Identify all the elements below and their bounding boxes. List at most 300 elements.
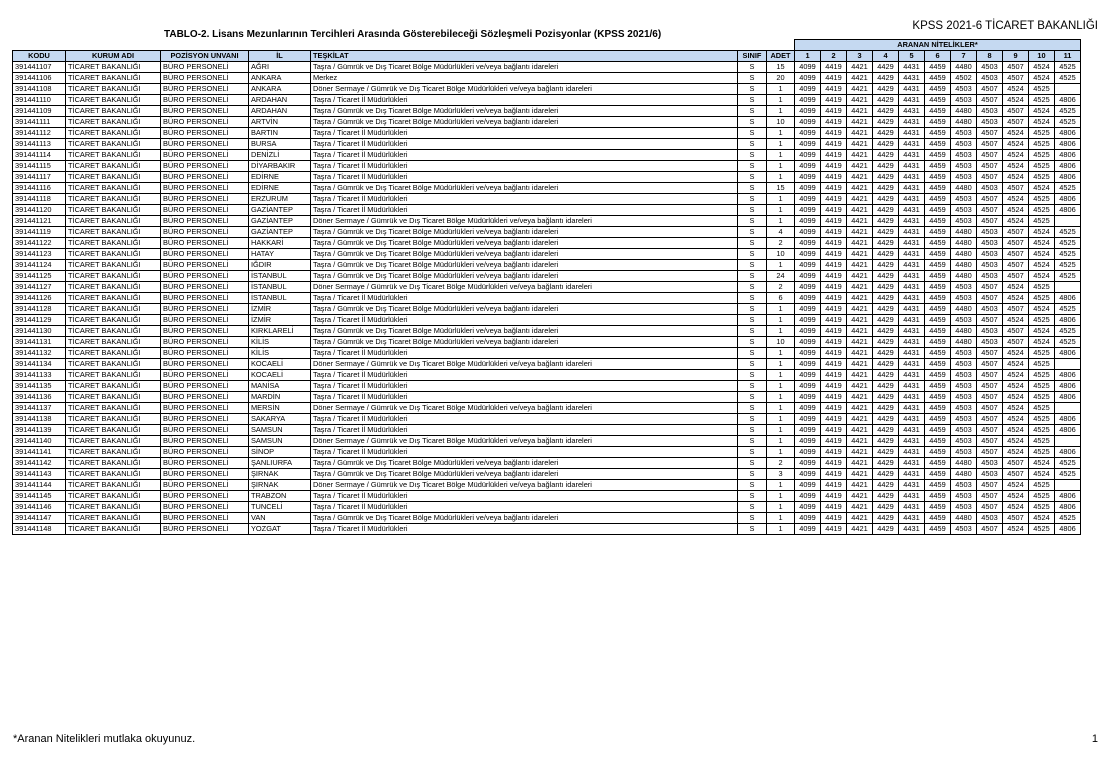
- nitelik-code-cell: 4806: [1055, 502, 1081, 513]
- adet-cell: 1: [767, 205, 795, 216]
- nitelik-code-cell: 4480: [951, 458, 977, 469]
- pozisyon-cell: BÜRO PERSONELİ: [161, 106, 249, 117]
- pozisyon-cell: BÜRO PERSONELİ: [161, 161, 249, 172]
- table-row: [13, 62, 1081, 73]
- kurum-cell: TİCARET BAKANLIĞI: [66, 205, 161, 216]
- nitelik-code-cell: 4524: [1029, 227, 1055, 238]
- table-row: [13, 304, 1081, 315]
- nitelik-code-cell: 4524: [1003, 502, 1029, 513]
- nitelik-code-cell: 4431: [899, 502, 925, 513]
- sinif-cell: S: [738, 106, 767, 117]
- adet-cell: 1: [767, 260, 795, 271]
- nitelik-code-cell: 4507: [1003, 106, 1029, 117]
- adet-cell: 4: [767, 227, 795, 238]
- pozisyon-cell: BÜRO PERSONELİ: [161, 403, 249, 414]
- nitelik-code-cell: 4431: [899, 260, 925, 271]
- nitelik-code-cell: 4431: [899, 348, 925, 359]
- sinif-cell: S: [738, 150, 767, 161]
- il-cell: ŞIRNAK: [249, 469, 311, 480]
- nitelik-code-cell: 4099: [795, 348, 821, 359]
- il-cell: SİNOP: [249, 447, 311, 458]
- il-cell: GAZİANTEP: [249, 227, 311, 238]
- column-header: 5: [899, 51, 925, 62]
- nitelik-code-cell: 4431: [899, 194, 925, 205]
- nitelik-code-cell: 4431: [899, 150, 925, 161]
- nitelik-code-cell: 4480: [951, 271, 977, 282]
- kurum-cell: TİCARET BAKANLIĞI: [66, 381, 161, 392]
- kurum-cell: TİCARET BAKANLIĞI: [66, 403, 161, 414]
- nitelik-code-cell: 4459: [925, 139, 951, 150]
- nitelik-code-cell: 4806: [1055, 293, 1081, 304]
- nitelik-code-cell: 4421: [847, 304, 873, 315]
- nitelik-code-cell: 4419: [821, 337, 847, 348]
- il-cell: İZMİR: [249, 315, 311, 326]
- nitelik-code-cell: 4421: [847, 194, 873, 205]
- nitelik-code-cell: 4421: [847, 458, 873, 469]
- nitelik-code-cell: 4503: [977, 73, 1003, 84]
- nitelik-code-cell: 4459: [925, 414, 951, 425]
- nitelik-code-cell: 4503: [951, 403, 977, 414]
- nitelik-code-cell: 4419: [821, 370, 847, 381]
- nitelik-code-cell: 4421: [847, 469, 873, 480]
- nitelik-code-cell: 4503: [951, 524, 977, 535]
- nitelik-code-cell: 4431: [899, 62, 925, 73]
- nitelik-code-cell: 4099: [795, 480, 821, 491]
- nitelik-code-cell: 4099: [795, 128, 821, 139]
- adet-cell: 2: [767, 458, 795, 469]
- nitelik-code-cell: 4429: [873, 62, 899, 73]
- pozisyon-cell: BÜRO PERSONELİ: [161, 249, 249, 260]
- kurum-cell: TİCARET BAKANLIĞI: [66, 282, 161, 293]
- nitelik-code-cell: 4525: [1029, 414, 1055, 425]
- nitelik-code-cell: 4099: [795, 282, 821, 293]
- adet-cell: 1: [767, 425, 795, 436]
- pozisyon-cell: BÜRO PERSONELİ: [161, 172, 249, 183]
- il-cell: HAKKARİ: [249, 238, 311, 249]
- table-row: [13, 513, 1081, 524]
- nitelik-code-cell: 4431: [899, 216, 925, 227]
- footer-note: *Aranan Nitelikleri mutlaka okuyunuz.: [13, 733, 196, 745]
- sinif-cell: S: [738, 359, 767, 370]
- nitelik-code-cell: 4524: [1003, 95, 1029, 106]
- nitelik-code-cell: 4525: [1029, 205, 1055, 216]
- nitelik-code-cell: 4419: [821, 524, 847, 535]
- nitelik-code-cell: 4429: [873, 139, 899, 150]
- teskilat-cell: Taşra / Ticaret İl Müdürlükleri: [311, 414, 738, 425]
- nitelik-code-cell: 4503: [951, 480, 977, 491]
- sinif-cell: S: [738, 480, 767, 491]
- nitelik-code-cell: 4525: [1055, 337, 1081, 348]
- nitelik-code-cell: 4431: [899, 315, 925, 326]
- nitelik-code-cell: 4806: [1055, 161, 1081, 172]
- sinif-cell: S: [738, 271, 767, 282]
- table-row: [13, 117, 1081, 128]
- nitelik-code-cell: 4503: [977, 183, 1003, 194]
- nitelik-code-cell: 4099: [795, 414, 821, 425]
- adet-cell: 1: [767, 491, 795, 502]
- nitelik-code-cell: 4431: [899, 139, 925, 150]
- il-cell: ARDAHAN: [249, 106, 311, 117]
- nitelik-code-cell: 4421: [847, 513, 873, 524]
- nitelik-code-cell: 4480: [951, 469, 977, 480]
- nitelik-code-cell: 4503: [977, 271, 1003, 282]
- nitelik-code-cell: 4099: [795, 260, 821, 271]
- nitelik-code-cell: 4429: [873, 414, 899, 425]
- kurum-cell: TİCARET BAKANLIĞI: [66, 304, 161, 315]
- nitelik-code-cell: 4099: [795, 216, 821, 227]
- kurum-cell: TİCARET BAKANLIĞI: [66, 73, 161, 84]
- nitelik-code-cell: 4524: [1029, 73, 1055, 84]
- nitelik-code-cell: 4525: [1029, 315, 1055, 326]
- nitelik-code-cell: 4099: [795, 84, 821, 95]
- nitelik-code-cell: 4431: [899, 392, 925, 403]
- sinif-cell: S: [738, 238, 767, 249]
- nitelik-code-cell: 4524: [1029, 326, 1055, 337]
- teskilat-cell: Taşra / Ticaret İl Müdürlükleri: [311, 370, 738, 381]
- nitelik-code-cell: 4806: [1055, 491, 1081, 502]
- nitelik-code-cell: 4525: [1029, 359, 1055, 370]
- nitelik-code-cell: 4431: [899, 491, 925, 502]
- nitelik-code-cell: 4502: [951, 73, 977, 84]
- nitelik-code-cell: 4806: [1055, 205, 1081, 216]
- pozisyon-cell: BÜRO PERSONELİ: [161, 458, 249, 469]
- nitelik-code-cell: 4525: [1055, 249, 1081, 260]
- nitelik-code-cell: 4507: [977, 403, 1003, 414]
- column-header: İL: [249, 51, 311, 62]
- kod-cell: 391441121: [13, 216, 66, 227]
- nitelik-code-cell: 4459: [925, 480, 951, 491]
- adet-cell: 1: [767, 480, 795, 491]
- pozisyon-cell: BÜRO PERSONELİ: [161, 260, 249, 271]
- pozisyon-cell: BÜRO PERSONELİ: [161, 194, 249, 205]
- nitelik-code-cell: 4503: [951, 359, 977, 370]
- teskilat-cell: Döner Sermaye / Gümrük ve Dış Ticaret Bölge Müdürlükleri ve/veya bağlantı idareleri: [311, 480, 738, 491]
- nitelik-code-cell: 4525: [1029, 161, 1055, 172]
- nitelik-code-cell: 4099: [795, 315, 821, 326]
- kod-cell: 391441108: [13, 84, 66, 95]
- nitelik-code-cell: 4421: [847, 326, 873, 337]
- nitelik-code-cell: 4507: [1003, 183, 1029, 194]
- nitelik-code-cell: 4431: [899, 403, 925, 414]
- nitelik-code-cell: 4459: [925, 227, 951, 238]
- positions-table: [12, 39, 1081, 535]
- nitelik-code-cell: 4524: [1029, 337, 1055, 348]
- teskilat-cell: Taşra / Ticaret İl Müdürlükleri: [311, 524, 738, 535]
- nitelik-code-cell: 4524: [1029, 469, 1055, 480]
- pozisyon-cell: BÜRO PERSONELİ: [161, 216, 249, 227]
- pozisyon-cell: BÜRO PERSONELİ: [161, 238, 249, 249]
- il-cell: ŞIRNAK: [249, 480, 311, 491]
- nitelik-code-cell: 4480: [951, 117, 977, 128]
- teskilat-cell: Taşra / Gümrük ve Dış Ticaret Bölge Müdürlükleri ve/veya bağlantı idareleri: [311, 304, 738, 315]
- nitelik-code-cell: 4419: [821, 128, 847, 139]
- table-row: [13, 271, 1081, 282]
- nitelik-code-cell: 4431: [899, 469, 925, 480]
- nitelik-code-cell: 4524: [1003, 381, 1029, 392]
- nitelik-code-cell: 4525: [1055, 458, 1081, 469]
- teskilat-cell: Merkez: [311, 73, 738, 84]
- kurum-cell: TİCARET BAKANLIĞI: [66, 106, 161, 117]
- nitelik-code-cell: 4503: [977, 62, 1003, 73]
- sinif-cell: S: [738, 227, 767, 238]
- kod-cell: 391441118: [13, 194, 66, 205]
- nitelik-code-cell: 4503: [977, 238, 1003, 249]
- kurum-cell: TİCARET BAKANLIĞI: [66, 524, 161, 535]
- table-row: [13, 425, 1081, 436]
- nitelik-code-cell: 4419: [821, 348, 847, 359]
- sinif-cell: S: [738, 370, 767, 381]
- nitelik-code-cell: 4480: [951, 62, 977, 73]
- nitelik-code-cell: 4507: [977, 392, 1003, 403]
- nitelik-code-cell: 4421: [847, 161, 873, 172]
- kurum-cell: TİCARET BAKANLIĞI: [66, 414, 161, 425]
- kod-cell: 391441125: [13, 271, 66, 282]
- nitelik-code-cell: 4524: [1029, 458, 1055, 469]
- nitelik-code-cell: 4524: [1003, 172, 1029, 183]
- nitelik-code-cell: 4431: [899, 95, 925, 106]
- pozisyon-cell: BÜRO PERSONELİ: [161, 513, 249, 524]
- nitelik-code-cell: 4507: [977, 480, 1003, 491]
- teskilat-cell: Taşra / Gümrük ve Dış Ticaret Bölge Müdürlükleri ve/veya bağlantı idareleri: [311, 469, 738, 480]
- nitelik-code-cell: 4099: [795, 205, 821, 216]
- nitelik-code-cell: 4524: [1003, 282, 1029, 293]
- nitelik-code-cell: 4507: [1003, 513, 1029, 524]
- il-cell: EDİRNE: [249, 183, 311, 194]
- adet-cell: 1: [767, 524, 795, 535]
- kod-cell: 391441112: [13, 128, 66, 139]
- nitelik-code-cell: 4419: [821, 469, 847, 480]
- nitelik-code-cell: 4525: [1029, 128, 1055, 139]
- nitelik-code-cell: 4419: [821, 216, 847, 227]
- teskilat-cell: Taşra / Ticaret İl Müdürlükleri: [311, 392, 738, 403]
- kod-cell: 391441106: [13, 73, 66, 84]
- nitelik-code-cell: 4099: [795, 106, 821, 117]
- nitelik-code-cell: 4099: [795, 425, 821, 436]
- nitelik-code-cell: 4503: [951, 348, 977, 359]
- nitelik-code-cell: 4459: [925, 381, 951, 392]
- sinif-cell: S: [738, 392, 767, 403]
- nitelik-code-cell: 4525: [1029, 502, 1055, 513]
- sinif-cell: S: [738, 414, 767, 425]
- nitelik-code-cell: 4525: [1029, 348, 1055, 359]
- kurum-cell: TİCARET BAKANLIĞI: [66, 271, 161, 282]
- nitelik-code-cell: 4524: [1003, 392, 1029, 403]
- nitelik-code-cell: 4525: [1029, 95, 1055, 106]
- nitelik-code-cell: 4099: [795, 469, 821, 480]
- nitelik-code-cell: 4524: [1003, 447, 1029, 458]
- nitelik-code-cell: 4507: [977, 95, 1003, 106]
- adet-cell: 6: [767, 293, 795, 304]
- table-row: [13, 106, 1081, 117]
- nitelik-code-cell: 4459: [925, 315, 951, 326]
- group-header-row: [13, 40, 1081, 51]
- table-row: [13, 282, 1081, 293]
- nitelik-code-cell: 4431: [899, 513, 925, 524]
- adet-cell: 1: [767, 139, 795, 150]
- teskilat-cell: Taşra / Gümrük ve Dış Ticaret Bölge Müdürlükleri ve/veya bağlantı idareleri: [311, 249, 738, 260]
- column-header: 4: [873, 51, 899, 62]
- adet-cell: 1: [767, 414, 795, 425]
- kurum-cell: TİCARET BAKANLIĞI: [66, 370, 161, 381]
- il-cell: YOZGAT: [249, 524, 311, 535]
- nitelik-code-cell: 4503: [951, 502, 977, 513]
- nitelik-code-cell: 4459: [925, 183, 951, 194]
- table-row: [13, 447, 1081, 458]
- il-cell: İZMİR: [249, 304, 311, 315]
- kod-cell: 391441135: [13, 381, 66, 392]
- kod-cell: 391441110: [13, 95, 66, 106]
- il-cell: EDİRNE: [249, 172, 311, 183]
- nitelik-code-cell: 4524: [1003, 161, 1029, 172]
- pozisyon-cell: BÜRO PERSONELİ: [161, 183, 249, 194]
- kod-cell: 391441141: [13, 447, 66, 458]
- nitelik-code-cell: 4421: [847, 150, 873, 161]
- adet-cell: 10: [767, 117, 795, 128]
- nitelik-code-cell: 4419: [821, 458, 847, 469]
- teskilat-cell: Taşra / Ticaret İl Müdürlükleri: [311, 315, 738, 326]
- nitelik-code-cell: 4507: [1003, 62, 1029, 73]
- nitelik-code-cell: 4503: [951, 282, 977, 293]
- teskilat-cell: Döner Sermaye / Gümrük ve Dış Ticaret Bölge Müdürlükleri ve/veya bağlantı idareleri: [311, 403, 738, 414]
- kurum-cell: TİCARET BAKANLIĞI: [66, 183, 161, 194]
- kod-cell: 391441114: [13, 150, 66, 161]
- table-row: [13, 172, 1081, 183]
- adet-cell: 1: [767, 315, 795, 326]
- nitelik-code-cell: 4525: [1029, 84, 1055, 95]
- sinif-cell: S: [738, 447, 767, 458]
- nitelik-code-cell: 4507: [977, 139, 1003, 150]
- nitelik-code-cell: 4507: [977, 524, 1003, 535]
- table-row: [13, 436, 1081, 447]
- il-cell: GAZİANTEP: [249, 216, 311, 227]
- nitelik-code-cell: 4806: [1055, 139, 1081, 150]
- nitelik-code-cell: 4421: [847, 348, 873, 359]
- table-row: [13, 95, 1081, 106]
- kod-cell: 391441128: [13, 304, 66, 315]
- nitelik-code-cell: 4431: [899, 447, 925, 458]
- il-cell: İSTANBUL: [249, 293, 311, 304]
- kurum-cell: TİCARET BAKANLIĞI: [66, 238, 161, 249]
- il-cell: MARDİN: [249, 392, 311, 403]
- nitelik-code-cell: 4503: [951, 293, 977, 304]
- pozisyon-cell: BÜRO PERSONELİ: [161, 205, 249, 216]
- nitelik-code-cell: 4459: [925, 73, 951, 84]
- il-cell: IĞDIR: [249, 260, 311, 271]
- nitelik-code-cell: 4421: [847, 95, 873, 106]
- nitelik-code-cell: 4099: [795, 524, 821, 535]
- nitelik-code-cell: 4419: [821, 513, 847, 524]
- kod-cell: 391441138: [13, 414, 66, 425]
- nitelik-code-cell: 4429: [873, 260, 899, 271]
- nitelik-code-cell: 4429: [873, 73, 899, 84]
- teskilat-cell: Taşra / Gümrük ve Dış Ticaret Bölge Müdürlükleri ve/veya bağlantı idareleri: [311, 62, 738, 73]
- nitelik-code-cell: 4099: [795, 381, 821, 392]
- nitelik-code-cell: 4429: [873, 480, 899, 491]
- nitelik-code-cell: 4429: [873, 447, 899, 458]
- nitelik-code-cell: 4507: [1003, 337, 1029, 348]
- nitelik-code-cell: 4503: [951, 381, 977, 392]
- column-header: KODU: [13, 51, 66, 62]
- nitelik-code-cell: 4419: [821, 392, 847, 403]
- adet-cell: 1: [767, 161, 795, 172]
- column-header: 2: [821, 51, 847, 62]
- nitelik-code-cell: 4507: [1003, 304, 1029, 315]
- nitelik-code-cell: 4429: [873, 95, 899, 106]
- nitelik-code-cell: 4480: [951, 106, 977, 117]
- nitelik-code-cell: 4459: [925, 348, 951, 359]
- nitelik-code-cell: 4431: [899, 73, 925, 84]
- nitelik-code-cell: 4524: [1029, 271, 1055, 282]
- nitelik-code-cell: 4459: [925, 161, 951, 172]
- nitelik-code-cell: 4806: [1055, 414, 1081, 425]
- kurum-cell: TİCARET BAKANLIĞI: [66, 315, 161, 326]
- nitelik-code-cell: 4806: [1055, 447, 1081, 458]
- nitelik-code-cell: 4419: [821, 271, 847, 282]
- adet-cell: 2: [767, 238, 795, 249]
- nitelik-code-cell: 4503: [951, 128, 977, 139]
- nitelik-code-cell: 4419: [821, 117, 847, 128]
- nitelik-code-cell: 4429: [873, 436, 899, 447]
- table-row: [13, 381, 1081, 392]
- sinif-cell: S: [738, 469, 767, 480]
- pozisyon-cell: BÜRO PERSONELİ: [161, 73, 249, 84]
- nitelik-code-cell: 4419: [821, 106, 847, 117]
- nitelik-code-cell: 4459: [925, 513, 951, 524]
- nitelik-code-cell: 4421: [847, 392, 873, 403]
- nitelik-code-cell: 4431: [899, 183, 925, 194]
- kod-cell: 391441113: [13, 139, 66, 150]
- il-cell: MERSİN: [249, 403, 311, 414]
- sinif-cell: S: [738, 117, 767, 128]
- il-cell: HATAY: [249, 249, 311, 260]
- kod-cell: 391441132: [13, 348, 66, 359]
- nitelik-code-cell: 4525: [1055, 183, 1081, 194]
- sinif-cell: S: [738, 95, 767, 106]
- kurum-cell: TİCARET BAKANLIĞI: [66, 161, 161, 172]
- nitelik-code-cell: 4429: [873, 227, 899, 238]
- pozisyon-cell: BÜRO PERSONELİ: [161, 491, 249, 502]
- nitelik-code-cell: 4431: [899, 172, 925, 183]
- il-cell: ŞANLIURFA: [249, 458, 311, 469]
- nitelik-code-cell: 4099: [795, 150, 821, 161]
- nitelik-code-cell: 4459: [925, 271, 951, 282]
- column-header-row: [13, 51, 1081, 62]
- nitelik-code-cell: 4507: [1003, 469, 1029, 480]
- nitelik-code-cell: 4419: [821, 425, 847, 436]
- nitelik-code-cell: 4480: [951, 227, 977, 238]
- nitelik-code-cell: 4431: [899, 370, 925, 381]
- nitelik-code-cell: 4421: [847, 524, 873, 535]
- nitelik-code-cell: 4099: [795, 293, 821, 304]
- teskilat-cell: Taşra / Ticaret İl Müdürlükleri: [311, 491, 738, 502]
- pozisyon-cell: BÜRO PERSONELİ: [161, 271, 249, 282]
- sinif-cell: S: [738, 326, 767, 337]
- kurum-cell: TİCARET BAKANLIĞI: [66, 392, 161, 403]
- kod-cell: 391441147: [13, 513, 66, 524]
- teskilat-cell: Taşra / Gümrük ve Dış Ticaret Bölge Müdürlükleri ve/veya bağlantı idareleri: [311, 227, 738, 238]
- adet-cell: 1: [767, 84, 795, 95]
- pozisyon-cell: BÜRO PERSONELİ: [161, 359, 249, 370]
- kurum-cell: TİCARET BAKANLIĞI: [66, 326, 161, 337]
- page-number: 1: [1091, 733, 1098, 745]
- nitelik-code-cell: 4431: [899, 128, 925, 139]
- kurum-cell: TİCARET BAKANLIĞI: [66, 62, 161, 73]
- nitelik-code-cell: 4503: [977, 227, 1003, 238]
- nitelik-code-cell: 4507: [977, 194, 1003, 205]
- nitelik-code-cell: 4507: [977, 84, 1003, 95]
- teskilat-cell: Döner Sermaye / Gümrük ve Dış Ticaret Bölge Müdürlükleri ve/veya bağlantı idareleri: [311, 216, 738, 227]
- nitelik-code-cell: 4806: [1055, 348, 1081, 359]
